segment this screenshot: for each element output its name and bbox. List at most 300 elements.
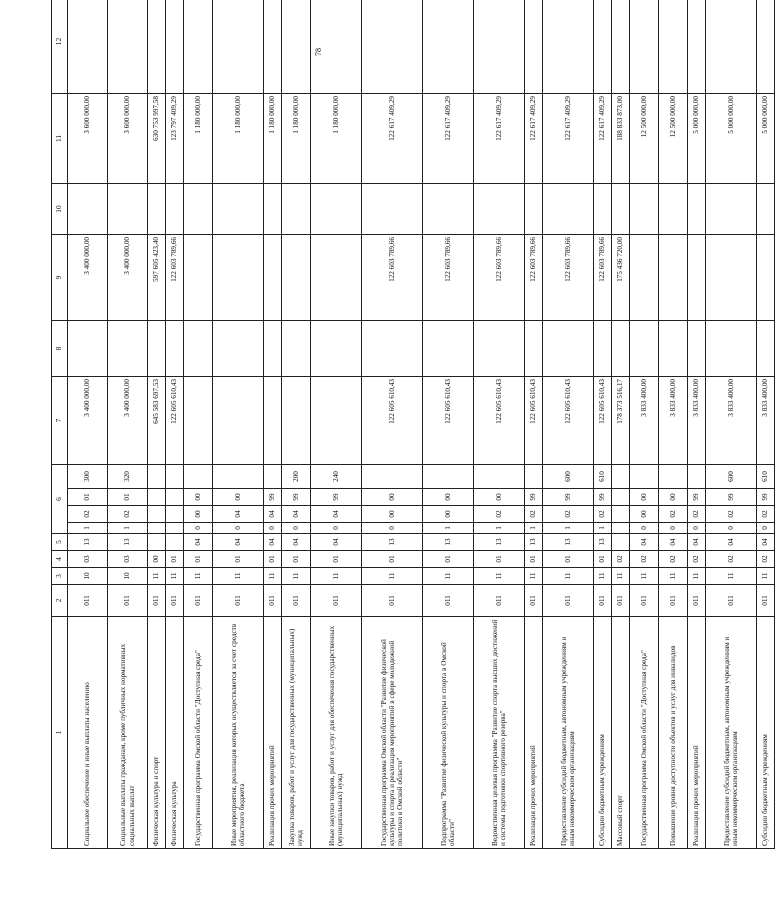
- header-cell: 7: [52, 376, 68, 464]
- value-cell-c3: 011: [282, 585, 311, 617]
- value-cell-c5: 02: [688, 551, 706, 568]
- value-cell-c8: 122 605 610,43: [474, 376, 525, 464]
- value-cell-c3: 011: [757, 585, 775, 617]
- value-cell-c6c: 02: [474, 506, 525, 523]
- value-cell-c7: 600: [543, 464, 594, 488]
- value-cell-c11: [148, 183, 166, 234]
- value-cell-c11: [594, 183, 612, 234]
- value-cell-c6c: 04: [282, 506, 311, 523]
- value-cell-c12: 122 617 409,29: [474, 93, 525, 183]
- value-cell-c5: 01: [282, 551, 311, 568]
- value-cell-c13: [264, 0, 282, 93]
- value-cell-c6a: 04: [706, 534, 757, 551]
- value-cell-c5: 01: [362, 551, 423, 568]
- value-cell-c12: 5 000 000,00: [706, 93, 757, 183]
- table-row: [213, 0, 264, 849]
- value-cell-c9: [543, 320, 594, 376]
- row-name-cell: Закупка товаров, работ и услуг для государственных (муниципальных) нужд: [282, 617, 311, 849]
- value-cell-c6b: 0: [630, 523, 659, 534]
- value-cell-c6a: 13: [543, 534, 594, 551]
- value-cell-c11: [688, 183, 706, 234]
- value-cell-c11: [184, 183, 213, 234]
- value-cell-c13: [612, 0, 630, 93]
- value-cell-c6d: 00: [213, 489, 264, 506]
- value-cell-c13: [108, 0, 148, 93]
- header-cell: 6: [52, 464, 68, 533]
- row-name-cell: Ведомственная целевая программа "Развитие спорта высших достижений и системы подготовки спортивного резерва": [474, 617, 525, 849]
- table-row: [630, 0, 659, 849]
- value-cell-c6a: 04: [264, 534, 282, 551]
- value-cell-c6c: 02: [706, 506, 757, 523]
- value-cell-c3: 011: [423, 585, 474, 617]
- value-cell-c6c: 02: [659, 506, 688, 523]
- value-cell-c5: 01: [166, 551, 184, 568]
- value-cell-c5: 01: [264, 551, 282, 568]
- value-cell-c6c: 02: [68, 506, 108, 523]
- value-cell-c10: 175 436 720,00: [612, 234, 630, 320]
- row-name-cell: Предоставление субсидий бюджетным, автономным учреждениям и иным некоммерческим организациям: [543, 617, 594, 849]
- value-cell-c6c: [166, 506, 184, 523]
- value-cell-c6c: 04: [311, 506, 362, 523]
- value-cell-c6c: [148, 506, 166, 523]
- table-row: [706, 0, 757, 849]
- value-cell-c7: 300: [68, 464, 108, 488]
- value-cell-c5: 03: [108, 551, 148, 568]
- value-cell-c6b: 0: [362, 523, 423, 534]
- value-cell-c6b: 0: [311, 523, 362, 534]
- value-cell-c13: [525, 0, 543, 93]
- value-cell-c12: 1 180 000,00: [282, 93, 311, 183]
- value-cell-c6d: 99: [282, 489, 311, 506]
- value-cell-c3: 011: [659, 585, 688, 617]
- value-cell-c6b: 1: [108, 523, 148, 534]
- value-cell-c3: 011: [166, 585, 184, 617]
- value-cell-c3: 011: [525, 585, 543, 617]
- value-cell-c4: 11: [213, 568, 264, 585]
- value-cell-c6a: 13: [474, 534, 525, 551]
- row-name-cell: Физическая культура и спорт: [148, 617, 166, 849]
- value-cell-c5: 01: [213, 551, 264, 568]
- value-cell-c11: [659, 183, 688, 234]
- header-cell: 1: [52, 617, 68, 849]
- value-cell-c6c: 02: [108, 506, 148, 523]
- value-cell-c7: 320: [108, 464, 148, 488]
- value-cell-c6a: 13: [108, 534, 148, 551]
- value-cell-c8: [213, 376, 264, 464]
- value-cell-c10: [630, 234, 659, 320]
- value-cell-c4: 11: [543, 568, 594, 585]
- value-cell-c8: [311, 376, 362, 464]
- row-name-cell: Подпрограмма "Развитие физической культуры и спорта в Омской области": [423, 617, 474, 849]
- value-cell-c10: [311, 234, 362, 320]
- value-cell-c13: [474, 0, 525, 93]
- value-cell-c10: [688, 234, 706, 320]
- value-cell-c8: 3 400 000,00: [68, 376, 108, 464]
- row-name-cell: Реализация прочих мероприятий: [264, 617, 282, 849]
- value-cell-c5: 02: [757, 551, 775, 568]
- table-row: [594, 0, 612, 849]
- value-cell-c6b: 0: [659, 523, 688, 534]
- value-cell-c9: [525, 320, 543, 376]
- value-cell-c11: [108, 183, 148, 234]
- row-name-cell: Массовый спорт: [612, 617, 630, 849]
- value-cell-c5: 01: [474, 551, 525, 568]
- value-cell-c10: [213, 234, 264, 320]
- value-cell-c13: [213, 0, 264, 93]
- value-cell-c6a: 04: [630, 534, 659, 551]
- header-cell: 11: [52, 93, 68, 183]
- value-cell-c10: 597 605 423,40: [148, 234, 166, 320]
- table-row: [311, 0, 362, 849]
- table-row: [264, 0, 282, 849]
- table-row: [108, 0, 148, 849]
- value-cell-c13: [148, 0, 166, 93]
- value-cell-c7: 200: [282, 464, 311, 488]
- value-cell-c6b: 0: [757, 523, 775, 534]
- value-cell-c6a: [148, 534, 166, 551]
- value-cell-c6b: 1: [525, 523, 543, 534]
- value-cell-c13: [543, 0, 594, 93]
- value-cell-c5: 01: [184, 551, 213, 568]
- value-cell-c9: [474, 320, 525, 376]
- table-row: [525, 0, 543, 849]
- value-cell-c3: 011: [543, 585, 594, 617]
- value-cell-c3: 011: [68, 585, 108, 617]
- table-row: [362, 0, 423, 849]
- value-cell-c11: [474, 183, 525, 234]
- value-cell-c12: 630 753 997,58: [148, 93, 166, 183]
- value-cell-c8: 3 833 400,00: [659, 376, 688, 464]
- value-cell-c4: 11: [612, 568, 630, 585]
- value-cell-c6c: 04: [264, 506, 282, 523]
- value-cell-c8: [184, 376, 213, 464]
- value-cell-c3: 011: [630, 585, 659, 617]
- value-cell-c9: [311, 320, 362, 376]
- row-name-cell: Социальные выплаты гражданам, кроме публичных нормативных социальных выплат: [108, 617, 148, 849]
- value-cell-c9: [659, 320, 688, 376]
- value-cell-c11: [525, 183, 543, 234]
- table-row: [68, 0, 108, 849]
- row-name-cell: Реализация прочих мероприятий: [525, 617, 543, 849]
- value-cell-c13: [688, 0, 706, 93]
- value-cell-c6b: 0: [282, 523, 311, 534]
- value-cell-c6c: 02: [688, 506, 706, 523]
- value-cell-c12: 122 617 409,29: [594, 93, 612, 183]
- value-cell-c9: [630, 320, 659, 376]
- value-cell-c3: 011: [594, 585, 612, 617]
- value-cell-c11: [282, 183, 311, 234]
- value-cell-c13: [757, 0, 775, 93]
- value-cell-c12: 122 617 409,29: [362, 93, 423, 183]
- value-cell-c7: [213, 464, 264, 488]
- value-cell-c5: 01: [423, 551, 474, 568]
- value-cell-c4: 11: [184, 568, 213, 585]
- value-cell-c3: 011: [706, 585, 757, 617]
- budget-table: [51, 0, 775, 849]
- value-cell-c6c: 00: [184, 506, 213, 523]
- value-cell-c8: [282, 376, 311, 464]
- value-cell-c4: 11: [474, 568, 525, 585]
- row-name-cell: Государственная программа Омской области "Развитие физической культуры и спорта и реализация мероприятий в сфере молодежной политики в Омской области": [362, 617, 423, 849]
- value-cell-c13: [630, 0, 659, 93]
- value-cell-c9: [213, 320, 264, 376]
- value-cell-c10: [706, 234, 757, 320]
- value-cell-c6a: 13: [362, 534, 423, 551]
- table-row: [166, 0, 184, 849]
- value-cell-c5: 01: [311, 551, 362, 568]
- value-cell-c13: [68, 0, 108, 93]
- value-cell-c4: 11: [525, 568, 543, 585]
- value-cell-c6c: 00: [362, 506, 423, 523]
- table-row: [543, 0, 594, 849]
- table-row: [148, 0, 166, 849]
- value-cell-c11: [757, 183, 775, 234]
- value-cell-c13: [706, 0, 757, 93]
- value-cell-c12: 1 180 000,00: [264, 93, 282, 183]
- value-cell-c7: 610: [594, 464, 612, 488]
- value-cell-c6d: 00: [184, 489, 213, 506]
- value-cell-c5: 02: [612, 551, 630, 568]
- header-row: [52, 0, 68, 849]
- value-cell-c9: [282, 320, 311, 376]
- value-cell-c6c: [612, 506, 630, 523]
- value-cell-c6b: [148, 523, 166, 534]
- value-cell-c12: 5 000 000,00: [688, 93, 706, 183]
- value-cell-c6c: 00: [423, 506, 474, 523]
- value-cell-c10: [757, 234, 775, 320]
- value-cell-c9: [68, 320, 108, 376]
- value-cell-c12: 188 833 873,00: [612, 93, 630, 183]
- value-cell-c6b: 1: [68, 523, 108, 534]
- value-cell-c6d: 01: [108, 489, 148, 506]
- row-name-cell: Социальное обеспечение и иные выплаты населению: [68, 617, 108, 849]
- value-cell-c5: 01: [525, 551, 543, 568]
- value-cell-c3: 011: [688, 585, 706, 617]
- value-cell-c11: [264, 183, 282, 234]
- value-cell-c3: 011: [362, 585, 423, 617]
- header-cell: 12: [52, 0, 68, 93]
- value-cell-c9: [108, 320, 148, 376]
- value-cell-c4: 11: [659, 568, 688, 585]
- value-cell-c9: [688, 320, 706, 376]
- value-cell-c6a: 13: [594, 534, 612, 551]
- value-cell-c7: 240: [311, 464, 362, 488]
- value-cell-c11: [166, 183, 184, 234]
- value-cell-c7: [184, 464, 213, 488]
- value-cell-c11: [311, 183, 362, 234]
- row-name-cell: Государственная программа Омской области "Доступная среда": [630, 617, 659, 849]
- value-cell-c5: 02: [706, 551, 757, 568]
- value-cell-c8: [264, 376, 282, 464]
- table-row: [184, 0, 213, 849]
- value-cell-c11: [423, 183, 474, 234]
- value-cell-c6a: 04: [757, 534, 775, 551]
- value-cell-c6d: 99: [543, 489, 594, 506]
- table-row: [659, 0, 688, 849]
- value-cell-c10: 122 603 789,66: [362, 234, 423, 320]
- header-cell: 4: [52, 551, 68, 568]
- value-cell-c6d: 01: [68, 489, 108, 506]
- value-cell-c4: 11: [362, 568, 423, 585]
- value-cell-c6a: 04: [213, 534, 264, 551]
- value-cell-c11: [706, 183, 757, 234]
- budget-table-rotated: [51, 9, 770, 849]
- value-cell-c4: 11: [688, 568, 706, 585]
- value-cell-c12: 12 500 000,00: [630, 93, 659, 183]
- value-cell-c6d: 99: [525, 489, 543, 506]
- header-cell: 10: [52, 183, 68, 234]
- value-cell-c13: [166, 0, 184, 93]
- value-cell-c12: 122 617 409,29: [525, 93, 543, 183]
- value-cell-c6b: 0: [264, 523, 282, 534]
- value-cell-c5: 02: [659, 551, 688, 568]
- value-cell-c12: 5 000 000,00: [757, 93, 775, 183]
- value-cell-c7: [525, 464, 543, 488]
- value-cell-c6b: [166, 523, 184, 534]
- value-cell-c7: [612, 464, 630, 488]
- value-cell-c8: 3 833 400,00: [630, 376, 659, 464]
- header-cell: 9: [52, 234, 68, 320]
- value-cell-c6b: 1: [543, 523, 594, 534]
- value-cell-c13: [423, 0, 474, 93]
- value-cell-c6d: 99: [706, 489, 757, 506]
- value-cell-c7: 600: [706, 464, 757, 488]
- value-cell-c6b: 1: [594, 523, 612, 534]
- row-name-cell: Субсидии бюджетным учреждениям: [594, 617, 612, 849]
- value-cell-c8: 122 605 610,43: [594, 376, 612, 464]
- value-cell-c3: 011: [474, 585, 525, 617]
- value-cell-c9: [612, 320, 630, 376]
- value-cell-c6a: 04: [659, 534, 688, 551]
- value-cell-c4: 11: [264, 568, 282, 585]
- value-cell-c10: 3 400 000,00: [68, 234, 108, 320]
- value-cell-c6d: 00: [362, 489, 423, 506]
- value-cell-c6d: 00: [474, 489, 525, 506]
- row-name-cell: Субсидии бюджетным учреждениям: [757, 617, 775, 849]
- table-row: [688, 0, 706, 849]
- value-cell-c7: [474, 464, 525, 488]
- value-cell-c6c: 02: [594, 506, 612, 523]
- row-name-cell: Иные закупки товаров, работ и услуг для обеспечения государственных (муниципальных) нужд: [311, 617, 362, 849]
- value-cell-c11: [543, 183, 594, 234]
- value-cell-c10: 3 400 000,00: [108, 234, 148, 320]
- value-cell-c4: 10: [108, 568, 148, 585]
- value-cell-c6a: [166, 534, 184, 551]
- value-cell-c12: 123 797 409,29: [166, 93, 184, 183]
- value-cell-c10: [184, 234, 213, 320]
- value-cell-c4: 11: [757, 568, 775, 585]
- value-cell-c12: 1 180 000,00: [213, 93, 264, 183]
- value-cell-c6b: [612, 523, 630, 534]
- value-cell-c6c: 02: [757, 506, 775, 523]
- value-cell-c8: 122 605 610,43: [525, 376, 543, 464]
- value-cell-c9: [594, 320, 612, 376]
- value-cell-c13: [659, 0, 688, 93]
- value-cell-c8: 3 833 400,00: [706, 376, 757, 464]
- table-row: [612, 0, 630, 849]
- value-cell-c7: [423, 464, 474, 488]
- value-cell-c10: 122 603 789,66: [543, 234, 594, 320]
- value-cell-c3: 011: [148, 585, 166, 617]
- value-cell-c3: 011: [184, 585, 213, 617]
- row-name-cell: Иные мероприятия, реализация которых осуществляется за счет средств областного бюджета: [213, 617, 264, 849]
- value-cell-c5: 01: [594, 551, 612, 568]
- value-cell-c9: [757, 320, 775, 376]
- value-cell-c6a: [612, 534, 630, 551]
- value-cell-c4: 11: [423, 568, 474, 585]
- value-cell-c6d: [148, 489, 166, 506]
- value-cell-c5: 01: [543, 551, 594, 568]
- value-cell-c8: 178 373 516,17: [612, 376, 630, 464]
- value-cell-c6d: 99: [757, 489, 775, 506]
- value-cell-c10: 122 603 789,66: [474, 234, 525, 320]
- value-cell-c6d: 00: [659, 489, 688, 506]
- value-cell-c13: [311, 0, 362, 93]
- value-cell-c9: [264, 320, 282, 376]
- value-cell-c6a: 13: [525, 534, 543, 551]
- value-cell-c5: 03: [68, 551, 108, 568]
- value-cell-c12: 122 617 409,29: [543, 93, 594, 183]
- value-cell-c12: 122 617 409,29: [423, 93, 474, 183]
- value-cell-c9: [166, 320, 184, 376]
- value-cell-c10: 122 603 789,66: [525, 234, 543, 320]
- value-cell-c9: [706, 320, 757, 376]
- value-cell-c6d: [612, 489, 630, 506]
- value-cell-c10: [264, 234, 282, 320]
- value-cell-c3: 011: [264, 585, 282, 617]
- value-cell-c6d: [166, 489, 184, 506]
- value-cell-c8: 3 833 400,00: [757, 376, 775, 464]
- value-cell-c3: 011: [311, 585, 362, 617]
- value-cell-c6d: 00: [423, 489, 474, 506]
- value-cell-c4: 11: [148, 568, 166, 585]
- value-cell-c11: [630, 183, 659, 234]
- value-cell-c9: [423, 320, 474, 376]
- value-cell-c6d: 00: [630, 489, 659, 506]
- value-cell-c9: [362, 320, 423, 376]
- value-cell-c11: [362, 183, 423, 234]
- value-cell-c8: 3 833 400,00: [688, 376, 706, 464]
- value-cell-c4: 10: [68, 568, 108, 585]
- value-cell-c7: [630, 464, 659, 488]
- value-cell-c6c: 00: [630, 506, 659, 523]
- value-cell-c7: 610: [757, 464, 775, 488]
- value-cell-c7: [688, 464, 706, 488]
- header-cell: 5: [52, 534, 68, 551]
- value-cell-c6d: 99: [594, 489, 612, 506]
- value-cell-c13: [594, 0, 612, 93]
- value-cell-c4: 11: [282, 568, 311, 585]
- value-cell-c6d: 99: [311, 489, 362, 506]
- value-cell-c10: 122 603 789,66: [166, 234, 184, 320]
- table-row: [757, 0, 775, 849]
- value-cell-c6b: 0: [706, 523, 757, 534]
- value-cell-c5: 00: [148, 551, 166, 568]
- value-cell-c8: 3 400 000,00: [108, 376, 148, 464]
- row-name-cell: Государственная программа Омской области "Доступная среда": [184, 617, 213, 849]
- value-cell-c6c: 04: [213, 506, 264, 523]
- header-cell: 8: [52, 320, 68, 376]
- row-name-cell: Предоставление субсидий бюджетным, автономным учреждениям и иным некоммерческим организациям: [706, 617, 757, 849]
- value-cell-c7: [166, 464, 184, 488]
- value-cell-c6a: 04: [688, 534, 706, 551]
- page-number: 78: [314, 48, 323, 56]
- value-cell-c4: 11: [706, 568, 757, 585]
- value-cell-c6a: 13: [68, 534, 108, 551]
- value-cell-c10: [282, 234, 311, 320]
- value-cell-c6b: 0: [184, 523, 213, 534]
- value-cell-c4: 11: [311, 568, 362, 585]
